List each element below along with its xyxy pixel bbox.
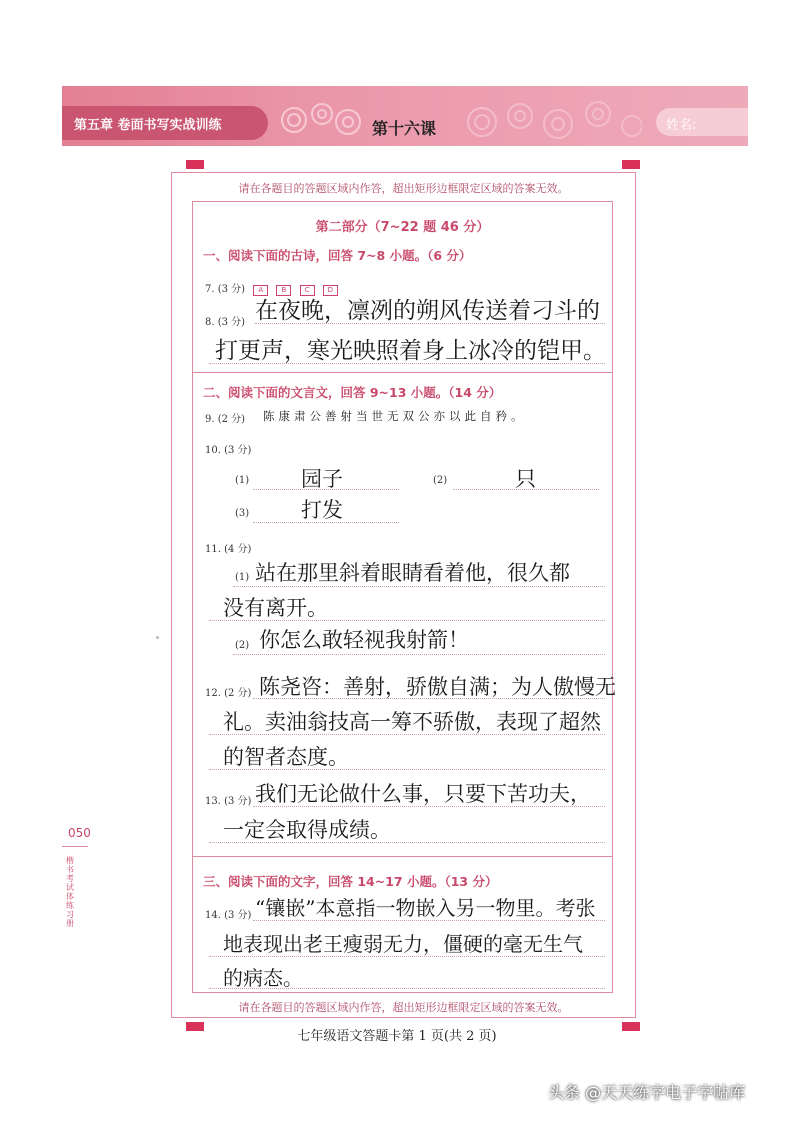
section3-title: 三、阅读下面的文字，回答 14~17 小题。（13 分） — [203, 874, 498, 889]
q11-1-line2: 没有离开。 — [223, 596, 328, 620]
q11-1-label: (1) — [235, 572, 250, 583]
answer-line — [209, 363, 605, 364]
cloud-pattern-icon — [462, 100, 642, 144]
name-field[interactable] — [656, 108, 748, 136]
page-footer: 七年级语文答题卡第 1 页(共 2 页) — [297, 1029, 497, 1044]
part-title: 第二部分（7~22 题 46 分） — [315, 220, 490, 235]
q13-line1: 我们无论做什么事，只要下苦功夫， — [255, 782, 591, 806]
answer-line — [209, 842, 605, 843]
notice-top: 请在各题目的答题区域内作答，超出矩形边框限定区域的答案无效。 — [238, 182, 569, 195]
corner-marker-top-right — [622, 160, 640, 169]
answer-line — [209, 988, 605, 989]
notice-bottom: 请在各题目的答题区域内作答，超出矩形边框限定区域的答案无效。 — [238, 1001, 569, 1014]
section-divider — [193, 372, 612, 373]
q11-2-answer: 你怎么敢轻视我射箭！ — [259, 628, 469, 652]
section-divider — [193, 856, 612, 857]
answer-line — [209, 620, 605, 621]
answer-line — [253, 698, 605, 699]
q12-line1: 陈尧咨：善射，骄傲自满；为人傲慢无 — [259, 675, 616, 699]
q11-label: 11. (4 分) — [205, 544, 252, 555]
q14-line2: 地表现出老王瘦弱无力，僵硬的毫无生气 — [223, 932, 583, 956]
q14-label: 14. (3 分) — [205, 910, 252, 921]
q13-line2: 一定会取得成绩。 — [223, 818, 391, 842]
corner-marker-top-left — [186, 160, 204, 169]
answer-sheet — [171, 172, 636, 1018]
q10-1-answer: 园子 — [301, 467, 343, 491]
swirl-decoration-icon — [274, 100, 364, 140]
answer-line — [233, 586, 605, 587]
q14-line1: “镶嵌”本意指一物嵌入另一物里。考张 — [255, 896, 596, 920]
section1-title: 一、阅读下面的古诗，回答 7~8 小题。（6 分） — [203, 248, 472, 263]
choice-c[interactable]: C — [300, 285, 315, 296]
choice-b[interactable]: B — [276, 285, 291, 296]
watermark-text: 头条 @天天练字电子字帖库 — [548, 1083, 746, 1102]
page-number-rule — [62, 846, 88, 847]
q12-label: 12. (2 分) — [205, 688, 252, 699]
answer-line — [209, 956, 605, 957]
answer-line — [453, 489, 599, 490]
answer-line — [253, 522, 399, 523]
lesson-title: 第十六课 — [372, 119, 437, 138]
q11-1-line1: 站在那里斜着眼睛看着他，很久都 — [255, 561, 570, 585]
q14-line3: 的病态。 — [223, 966, 303, 990]
choice-a[interactable]: A — [253, 285, 268, 296]
answer-line — [253, 489, 399, 490]
q8-label: 8. (3 分) — [205, 317, 246, 328]
q12-line2: 礼。卖油翁技高一筹不骄傲，表现了超然 — [223, 710, 601, 734]
q10-label: 10. (3 分) — [205, 445, 252, 456]
answer-line — [209, 769, 605, 770]
speck — [156, 636, 159, 639]
q9-text: 陈康肃公善射当世无双公亦以此自矜。 — [263, 409, 527, 423]
q7-label: 7. (3 分) — [205, 284, 246, 295]
page-number: 050 — [68, 826, 91, 840]
q10-3-answer: 打发 — [301, 498, 343, 522]
choice-d[interactable]: D — [323, 285, 338, 296]
q11-2-label: (2) — [235, 640, 250, 651]
chapter-title: 第五章 卷面书写实战训练 — [74, 118, 222, 133]
q10-3-label: (3) — [235, 508, 250, 519]
section2-title: 二、阅读下面的文言文，回答 9~13 小题。（14 分） — [203, 385, 502, 400]
q10-2-label: (2) — [433, 475, 448, 486]
q13-label: 13. (3 分) — [205, 796, 252, 807]
answer-area — [192, 201, 616, 993]
q12-line3: 的智者态度。 — [223, 745, 349, 769]
name-label: 姓名: — [666, 118, 697, 133]
header-band — [62, 86, 748, 146]
answer-line — [255, 323, 605, 324]
q8-answer-line1: 在夜晚，凛冽的朔风传送着刁斗的 — [255, 298, 600, 324]
answer-line — [233, 654, 605, 655]
q8-answer-line2: 打更声，寒光映照着身上冰冷的铠甲。 — [215, 338, 606, 364]
answer-line — [253, 920, 605, 921]
q9-label: 9. (2 分) — [205, 414, 246, 425]
q10-2-answer: 只 — [515, 467, 536, 491]
q10-1-label: (1) — [235, 475, 250, 486]
answer-line — [253, 806, 605, 807]
book-series-label: 楷书考试体练习册 — [66, 856, 74, 928]
answer-line — [209, 734, 605, 735]
